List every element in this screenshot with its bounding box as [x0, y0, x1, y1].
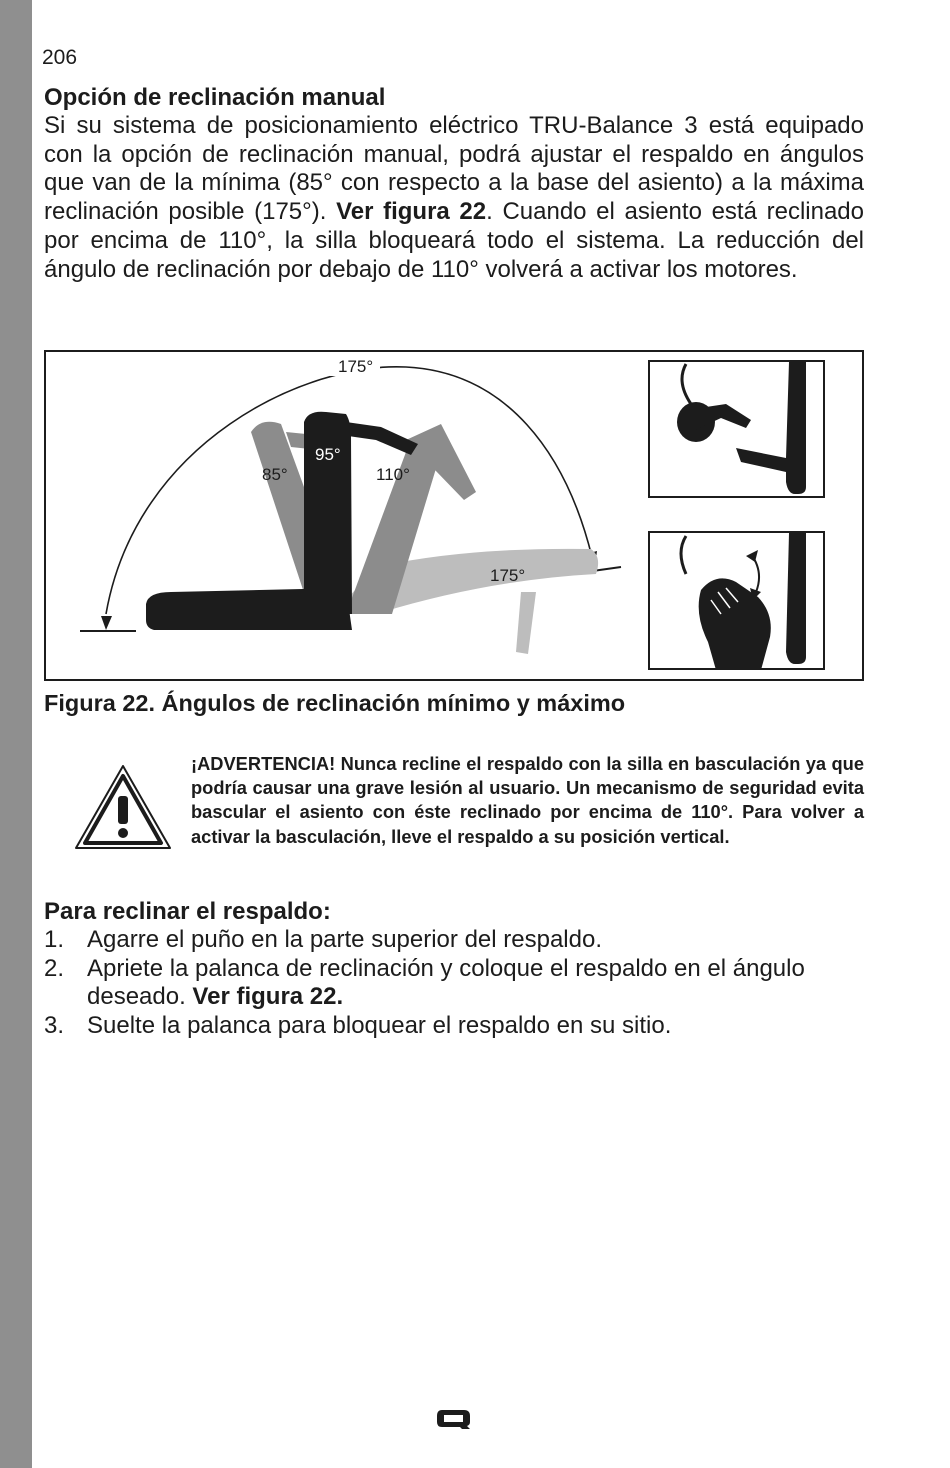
backrest-175-handle: [516, 592, 536, 654]
step-text: Apriete la palanca de reclinación y coloque el respaldo en el ángulo deseado.: [87, 954, 805, 1011]
step-number: 3.: [44, 1012, 65, 1040]
backrest-95-shape: [304, 412, 352, 614]
label-seat-175: 175°: [490, 566, 526, 585]
label-angle-85: 85°: [262, 465, 288, 484]
step-number: 1.: [44, 926, 65, 953]
recline-angle-illustration: [46, 352, 862, 679]
step-figure-reference: Ver figura 22.: [192, 983, 344, 1011]
steps-list: [44, 926, 864, 1041]
arc-arrow-left: [101, 616, 112, 630]
section-paragraph: [44, 112, 864, 284]
label-angle-95: 95°: [315, 445, 341, 464]
section-title: Opción de reclinación manual: [44, 84, 386, 111]
figure-caption: Figura 22. Ángulos de reclinación mínimo y máximo: [44, 690, 626, 716]
paragraph-text-start: Si su sistema de posicionamiento eléctrico TRU-Balance 3 está equipado con la opción de reclinación manual, podrá ajustar el respaldo en ángulos que van de la mínima (85° con respecto a la base del asiento) a la máxima reclinación posible (175°).: [44, 112, 864, 226]
seat-base-shape: [146, 588, 352, 630]
step-number: 2.: [44, 954, 65, 982]
list-item: [44, 1012, 864, 1041]
figure-22: [44, 350, 864, 681]
side-margin-bar: [0, 0, 32, 1468]
q-logo-icon: [436, 1408, 472, 1430]
label-arc-175: 175°: [338, 357, 374, 376]
steps-title: Para reclinar el respaldo:: [44, 898, 331, 925]
paragraph-text-end: . Cuando el asiento está reclinado por encima de 110°, la silla bloqueará todo el sistema. La reducción del ángulo de reclinación por debajo de 110° volverá a activar los motores.: [44, 198, 865, 283]
step-text: Suelte la palanca para bloquear el respaldo en su sitio.: [87, 1012, 672, 1040]
list-item: [44, 926, 864, 955]
warning-triangle-icon: [72, 762, 174, 854]
backrest-tube-squeezed: [786, 533, 806, 664]
page-number: 206: [42, 46, 78, 69]
warning-message: ¡ADVERTENCIA! Nunca recline el respaldo con la silla en basculación ya que podría causar una grave lesión al usuario. Un mecanismo de seguridad evita bascular el asiento con éste reclinado por encima de 110°. Para volver a activar la basculación, lleve el respaldo a su posición vertical.: [191, 753, 864, 847]
step-text: Agarre el puño en la parte superior del respaldo.: [87, 926, 602, 953]
label-angle-110: 110°: [376, 465, 410, 484]
backrest-95-handle: [346, 422, 418, 455]
section-manual-recline: [44, 83, 864, 284]
figure-reference: Ver figura 22: [336, 198, 487, 226]
list-item: [44, 955, 864, 1012]
